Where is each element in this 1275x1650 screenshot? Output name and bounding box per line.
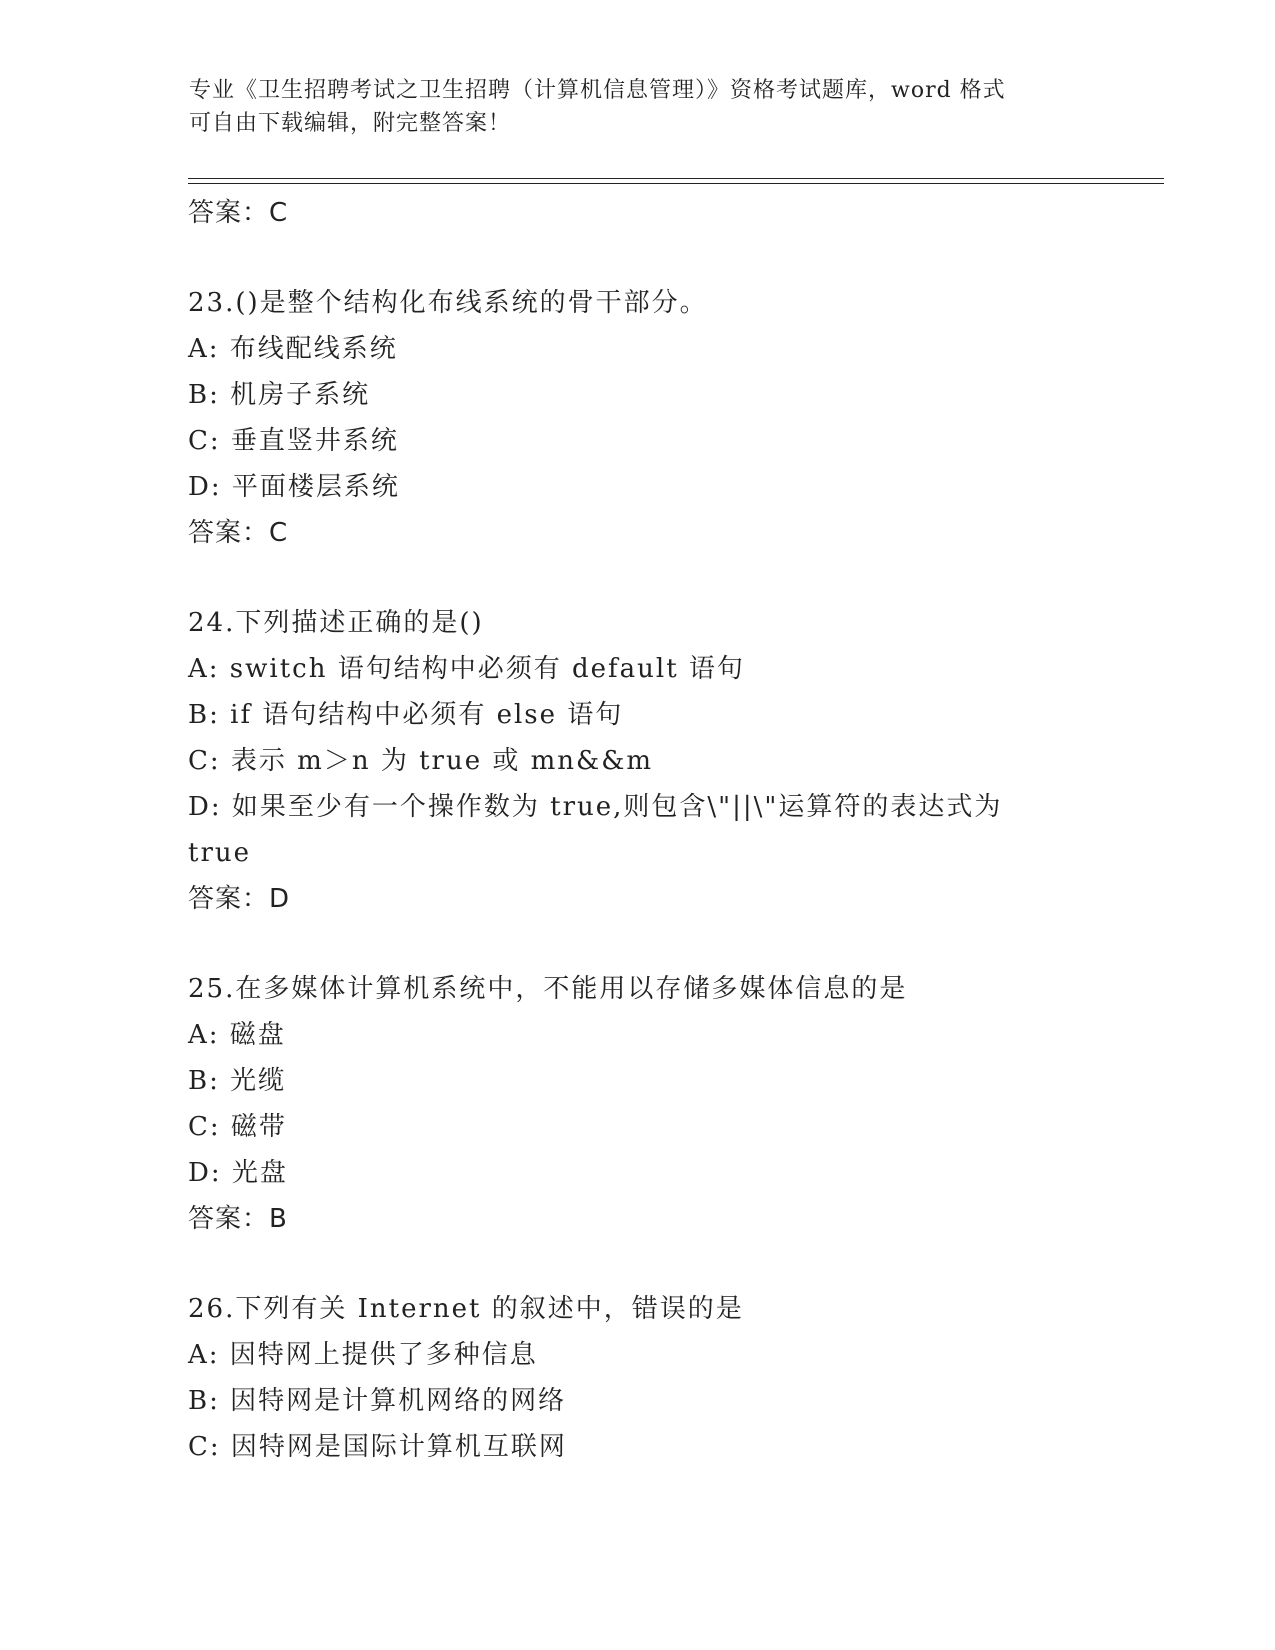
option-d-continued: true [188,838,252,868]
spacer [188,922,1088,966]
spacer [188,236,1088,280]
question-26 [188,1286,1088,1470]
question-list [188,190,1088,1470]
question-stem: 24.下列描述正确的是() [188,608,484,638]
answer-line: 答案：C [188,518,289,548]
option-d: D: 平面楼层系统 [188,472,400,502]
question-25 [188,966,1088,1242]
option-b: B: if 语句结构中必须有 else 语句 [188,700,624,730]
answer-line: 答案：B [188,1204,288,1234]
option-d: D: 光盘 [188,1158,288,1188]
option-a: A: switch 语句结构中必须有 default 语句 [188,654,745,684]
header-divider-top [188,178,1164,179]
spacer [188,556,1088,600]
question-23 [188,280,1088,556]
answer-line: 答案：D [188,884,291,914]
document-header [189,74,1089,140]
question-stem: 23.()是整个结构化布线系统的骨干部分。 [188,288,708,318]
header-line-1: 专业《卫生招聘考试之卫生招聘（计算机信息管理）》资格考试题库，word 格式 [189,78,1006,103]
option-a: A: 因特网上提供了多种信息 [188,1340,538,1370]
option-c: C: 磁带 [188,1112,287,1142]
header-divider-bottom [188,183,1164,184]
option-b: B: 光缆 [188,1066,287,1096]
question-stem: 25.在多媒体计算机系统中，不能用以存储多媒体信息的是 [188,974,908,1004]
option-c: C: 表示 m＞n 为 true 或 mn&&m [188,746,653,776]
option-d: D: 如果至少有一个操作数为 true,则包含\"||\"运算符的表达式为 [188,792,1003,822]
option-a: A: 磁盘 [188,1020,286,1050]
answer-line: 答案：C [188,198,289,228]
header-line-2: 可自由下载编辑，附完整答案！ [189,111,512,136]
option-c: C: 因特网是国际计算机互联网 [188,1432,567,1462]
question-24 [188,600,1088,922]
spacer [188,1242,1088,1286]
question-stem: 26.下列有关 Internet 的叙述中，错误的是 [188,1294,744,1324]
option-a: A: 布线配线系统 [188,334,398,364]
option-b: B: 机房子系统 [188,380,371,410]
option-c: C: 垂直竖井系统 [188,426,399,456]
option-b: B: 因特网是计算机网络的网络 [188,1386,567,1416]
